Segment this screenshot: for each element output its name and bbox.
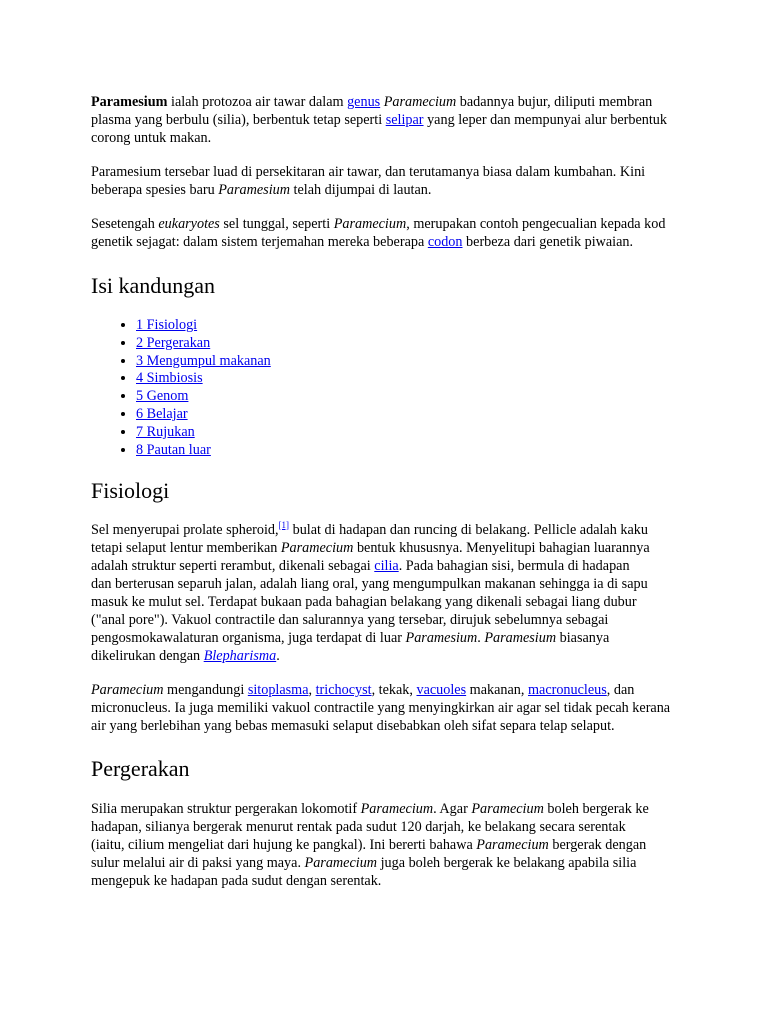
intro-paragraph-1: Paramesium ialah protozoa air tawar dalam genus Paramecium badannya bujur, diliputi membran plasma yang berbulu (silia), berbentuk tetap seperti selipar yang leper dan mempunyai alur berbentuk corong untuk makan. [91,94,667,146]
toc-link-simbiosis[interactable]: 4 Simbiosis [136,370,203,387]
link-blepharisma[interactable]: Blepharisma [203,648,277,665]
section-heading-pergerakan: Pergerakan [91,756,190,782]
toc-item [136,353,683,371]
link-selipar[interactable]: selipar [385,112,424,128]
intro-paragraph-2: Paramesium tersebar luad di persekitaran air tawar, dan terutamanya biasa dalam kumbahan. Kini beberapa spesies baru Paramesium telah dijumpai di lautan. [91,164,646,198]
toc-link-fisiologi[interactable]: 1 Fisiologi [136,317,198,333]
fisiologi-paragraph-1: Sel menyerupai prolate spheroid,[1] bulat di hadapan dan runcing di belakang. Pellicle adalah kaku tetapi selaput lentur memberikan Paramecium bentuk khususnya. Menyelitupi bahagian luarannya adalah struktur seperti rerambut, dikenali sebagai cilia. Pada bahagian sisi, bermula di hadapan dan berterusan separuh jalan, adalah liang oral, yang mengumpulkan makanan sehingga ia di sapu masuk ke mulut sel. Terdapat bukaan pada bahagian belakang yang dikenali sebagai liang dubur ("anal pore"). Vakuol contractile dan salurannya yang tersebar, dirujuk sebelumnya sebagai pengosmokawalaturan organisma, juga terdapat di luar Paramesium. Paramesium biasanya dikelirukan dengan Blepharisma. [91,519,650,665]
pergerakan-paragraph-1: Silia merupakan struktur pergerakan lokomotif Paramecium. Agar Paramecium boleh bergerak ke hadapan, silianya bergerak menurut rentak pada sudut 120 darjah, ke belakang secara serentak (iaitu, cilium mengeliat dari hujung ke pangkal). Ini bererti bahawa Paramecium bergerak dengan sulur melalui air di paksi yang maya. Paramecium juga boleh bergerak ke belakang apabila silia mengepuk ke hadapan pada sudut dengan serentak. [91,801,649,890]
toc-item [136,335,683,353]
link-cilia[interactable]: cilia [374,558,399,575]
reference-link-1[interactable]: [1] [278,519,290,530]
toc-link-belajar[interactable]: 6 Belajar [136,405,188,422]
toc-link-rujukan[interactable]: 7 Rujukan [136,423,195,440]
toc-link-pergerakan[interactable]: 2 Pergerakan [136,334,211,351]
toc-item [136,388,683,406]
intro-paragraph-3: Sesetengah eukaryotes sel tunggal, seperti Paramecium, merupakan contoh pengecualian kepada kod genetik sejagat: dalam sistem terjemahan mereka beberapa codon berbeza dari genetik piwaian. [91,216,666,250]
toc-link-pautan-luar[interactable]: 8 Pautan luar [136,441,211,458]
term-paramesium: Paramesium [91,94,168,110]
toc-link-genom[interactable]: 5 Genom [136,388,189,405]
article-body [91,93,683,906]
toc-item [136,370,683,388]
table-of-contents [91,317,683,459]
toc-item [136,317,683,335]
link-codon[interactable]: codon [427,234,463,250]
link-macronucleus[interactable]: macronucleus [527,682,607,699]
toc-item [136,442,683,460]
toc-item [136,424,683,442]
section-heading-fisiologi: Fisiologi [91,478,170,504]
link-vacuoles[interactable]: vacuoles [416,682,467,699]
link-trichocyst[interactable]: trichocyst [315,682,372,699]
fisiologi-paragraph-2: Paramecium mengandungi sitoplasma, trichocyst, tekak, vacuoles makanan, macronucleus, dan micronucleus. Ia juga memiliki vakuol contractile yang menyingkirkan air agar sel tidak pecah kerana air yang berlebihan yang bebas memasuki selaput disebabkan oleh sifat separa telap selaput. [91,682,671,735]
toc-item [136,406,683,424]
link-sitoplasma[interactable]: sitoplasma [247,682,309,699]
toc-heading: Isi kandungan [91,273,216,298]
link-genus[interactable]: genus [347,94,381,110]
toc-link-mengumpul-makanan[interactable]: 3 Mengumpul makanan [136,352,271,369]
